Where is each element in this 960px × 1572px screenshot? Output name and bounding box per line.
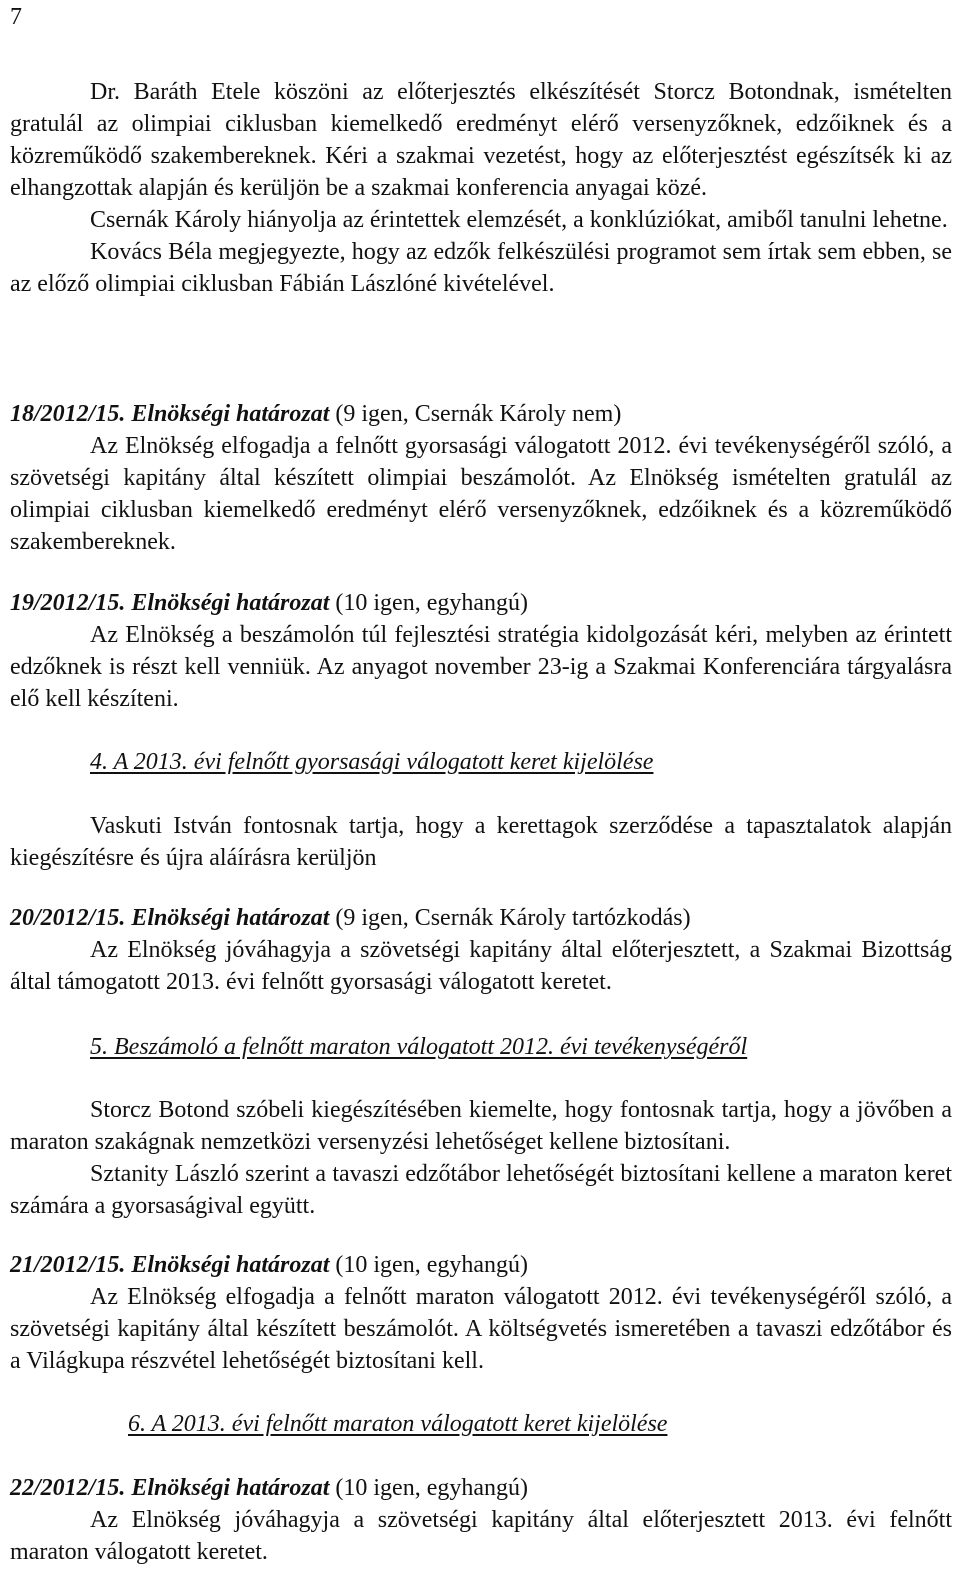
resolution-number: 20/2012/15. <box>10 905 126 931</box>
section-5-discussion <box>10 1094 952 1222</box>
page-number: 7 <box>10 4 22 30</box>
resolution-22 <box>10 1472 952 1568</box>
resolution-header <box>10 1472 952 1504</box>
resolution-header <box>10 902 952 934</box>
resolution-type: Elnökségi határozat <box>131 905 330 931</box>
resolution-vote: (9 igen, Csernák Károly nem) <box>329 401 622 427</box>
resolution-number: 21/2012/15. <box>10 1252 126 1278</box>
resolution-19 <box>10 587 952 715</box>
section-6-title: 6. A 2013. évi felnőtt maraton válogatott keret kijelölése <box>128 1411 668 1437</box>
resolution-text: Az Elnökség jóváhagyja a szövetségi kapitány által előterjesztett, a Szakmai Bizottság által támogatott 2013. évi felnőtt gyorsasági válogatott keretet. <box>10 937 952 995</box>
intro-block <box>10 76 952 300</box>
intro-paragraph-2: Csernák Károly hiányolja az érintettek elemzését, a konklúziókat, amiből tanulni lehetne. <box>90 207 948 233</box>
resolution-text: Az Elnökség elfogadja a felnőtt gyorsasági válogatott 2012. évi tevékenységéről szóló, a szövetségi kapitány által készített olimpiai beszámolót. Az Elnökség ismételten gratulál az olimpiai ciklusban kiemelkedő eredményt elérő versenyzőknek, edzőiknek és a közreműködő szakembereknek. <box>10 433 952 555</box>
resolution-number: 22/2012/15. <box>10 1475 126 1501</box>
resolution-type: Elnökségi határozat <box>131 1252 330 1278</box>
resolution-vote: (9 igen, Csernák Károly tartózkodás) <box>329 905 691 931</box>
resolution-21 <box>10 1249 952 1377</box>
resolution-18 <box>10 398 952 558</box>
resolution-header <box>10 398 952 430</box>
section-4-title: 4. A 2013. évi felnőtt gyorsasági válogatott keret kijelölése <box>90 749 654 775</box>
resolution-number: 18/2012/15. <box>10 401 126 427</box>
section-4-paragraph: Vaskuti István fontosnak tartja, hogy a kerettagok szerződése a tapasztalatok alapján kiegészítésre és újra aláírásra kerüljön <box>10 813 952 871</box>
resolution-type: Elnökségi határozat <box>131 1475 330 1501</box>
resolution-text: Az Elnökség a beszámolón túl fejlesztési stratégia kidolgozását kéri, melyben az érintett edzőknek is részt kell venniük. Az anyagot november 23-ig a Szakmai Konferenciára tárgyalásra elő kell készíteni. <box>10 622 952 712</box>
section-4-discussion <box>10 810 952 874</box>
resolution-vote: (10 igen, egyhangú) <box>329 1252 528 1278</box>
resolution-header <box>10 1249 952 1281</box>
section-5-paragraph-2: Sztanity László szerint a tavaszi edzőtábor lehetőségét biztosítani kellene a maraton keret számára a gyorsaságival együtt. <box>10 1161 952 1219</box>
resolution-type: Elnökségi határozat <box>131 590 330 616</box>
resolution-vote: (10 igen, egyhangú) <box>329 1475 528 1501</box>
resolution-vote: (10 igen, egyhangú) <box>329 590 528 616</box>
intro-paragraph-1: Dr. Baráth Etele köszöni az előterjesztés elkészítését Storcz Botondnak, ismételten gratulál az olimpiai ciklusban kiemelkedő eredményt elérő versenyzőknek, edzőiknek és a közreműködő szakembereknek. Kéri a szakmai vezetést, hogy az előterjesztést egészítsék ki az elhangzottak alapján és kerüljön be a szakmai konferencia anyagai közé. <box>10 79 952 201</box>
section-5-paragraph-1: Storcz Botond szóbeli kiegészítésében kiemelte, hogy fontosnak tartja, hogy a jövőben a maraton szakágnak nemzetközi versenyzési lehetőséget kellene biztosítani. <box>10 1097 952 1155</box>
resolution-20 <box>10 902 952 998</box>
intro-paragraph-3: Kovács Béla megjegyezte, hogy az edzők felkészülési programot sem írtak sem ebben, se az előző olimpiai ciklusban Fábián Lászlóné kivételével. <box>10 239 952 297</box>
resolution-number: 19/2012/15. <box>10 590 126 616</box>
resolution-text: Az Elnökség jóváhagyja a szövetségi kapitány által előterjesztett 2013. évi felnőtt maraton válogatott keretet. <box>10 1507 952 1565</box>
resolution-type: Elnökségi határozat <box>131 401 330 427</box>
resolution-text: Az Elnökség elfogadja a felnőtt maraton válogatott 2012. évi tevékenységéről szóló, a szövetségi kapitány által készített beszámolót. A költségvetés ismeretében a tavaszi edzőtábor és a Világkupa részvétel lehetőségét biztosítani kell. <box>10 1284 952 1374</box>
resolution-header <box>10 587 952 619</box>
section-5-title: 5. Beszámoló a felnőtt maraton válogatott 2012. évi tevékenységéről <box>90 1034 748 1060</box>
